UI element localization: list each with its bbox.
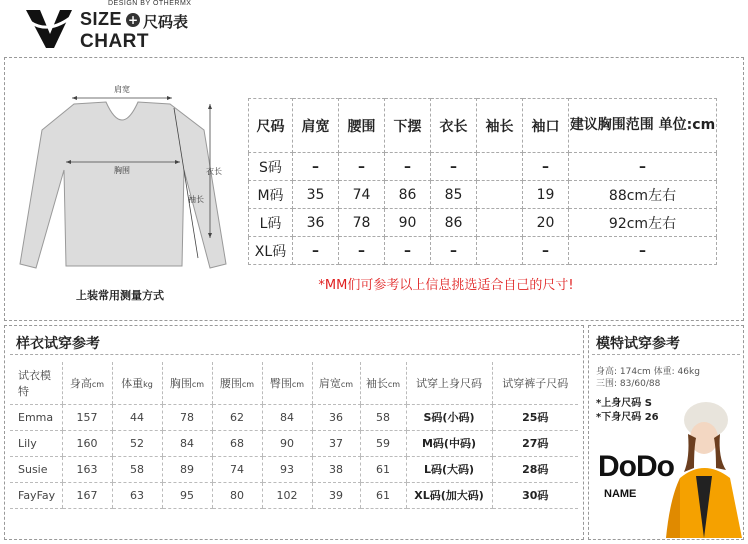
size-cell: 88cm左右 (569, 181, 717, 209)
sample-cell: 58 (112, 456, 162, 482)
sample-cell: Emma (10, 404, 62, 430)
size-cell: XL码 (249, 237, 293, 265)
size-chart-cn-title: 尺码表 (143, 13, 189, 31)
sample-cell: Lily (10, 430, 62, 456)
table-row (10, 430, 578, 456)
sample-cell: 36 (312, 404, 360, 430)
size-cell: 90 (385, 209, 431, 237)
size-cell: 86 (385, 181, 431, 209)
sample-cell: 58 (360, 404, 406, 430)
size-cell: – (293, 153, 339, 181)
sample-cell: 89 (162, 456, 212, 482)
sample-header-cell: 身高cm (62, 362, 112, 404)
sample-cell: 93 (262, 456, 312, 482)
sample-header-cell: 试穿裤子尺码 (492, 362, 578, 404)
sample-cell: 52 (112, 430, 162, 456)
sample-cell: 61 (360, 456, 406, 482)
sample-cell: 38 (312, 456, 360, 482)
size-cell (477, 237, 523, 265)
sample-header-cell: 胸围cm (162, 362, 212, 404)
sample-table-header-row (10, 362, 578, 404)
size-cell: – (385, 237, 431, 265)
sample-cell: 84 (262, 404, 312, 430)
diagram-caption: 上装常用测量方式 (76, 289, 164, 302)
sample-cell: 68 (212, 430, 262, 456)
sample-cell: 25码 (492, 404, 578, 430)
size-cell (477, 181, 523, 209)
size-cell: L码 (249, 209, 293, 237)
size-header-cell: 袖口 (523, 99, 569, 153)
sample-cell: 63 (112, 482, 162, 508)
size-cell: – (523, 153, 569, 181)
size-word: SIZE (80, 9, 123, 29)
sleeve-label: 袖长 (188, 195, 204, 204)
sample-header-cell: 袖长cm (360, 362, 406, 404)
size-header-cell: 肩宽 (293, 99, 339, 153)
sample-cell: 74 (212, 456, 262, 482)
sample-cell: 28码 (492, 456, 578, 482)
size-cell: – (339, 153, 385, 181)
size-cell: 78 (339, 209, 385, 237)
sample-cell: S码(小码) (406, 404, 492, 430)
size-cell: 19 (523, 181, 569, 209)
sample-cell: 167 (62, 482, 112, 508)
size-cell: S码 (249, 153, 293, 181)
table-row (249, 209, 717, 237)
size-cell: – (569, 153, 717, 181)
chart-word: CHART (80, 31, 149, 52)
sample-cell: 39 (312, 482, 360, 508)
size-header-cell: 建议胸围范围 单位:cm (569, 99, 717, 153)
table-row (10, 456, 578, 482)
size-cell: – (293, 237, 339, 265)
size-cell: – (339, 237, 385, 265)
size-header-cell: 腰围 (339, 99, 385, 153)
divider (10, 354, 580, 355)
model-three-sizes: 三围: 83/60/88 (596, 379, 661, 389)
sample-cell: 95 (162, 482, 212, 508)
sample-cell: 78 (162, 404, 212, 430)
sample-header-cell: 试衣模特 (10, 362, 62, 404)
size-table-header-row (249, 99, 717, 153)
size-table (248, 98, 717, 265)
sample-cell: 84 (162, 430, 212, 456)
sample-section-title: 样衣试穿参考 (16, 336, 100, 352)
size-advice-note: *MM们可参考以上信息挑选适合自己的尺寸! (318, 278, 574, 293)
size-cell: – (523, 237, 569, 265)
size-cell: 36 (293, 209, 339, 237)
sample-cell: XL码(加大码) (406, 482, 492, 508)
size-cell: – (431, 153, 477, 181)
sample-fitting-table (10, 362, 578, 509)
size-cell: 74 (339, 181, 385, 209)
sample-cell: 163 (62, 456, 112, 482)
garment-diagram (14, 78, 232, 278)
sample-cell: 62 (212, 404, 262, 430)
model-bottom-size: *下身尺码 26 (596, 412, 659, 423)
size-header-cell: 下摆 (385, 99, 431, 153)
table-row (249, 181, 717, 209)
page-header (0, 0, 748, 56)
model-top-size: *上身尺码 S (596, 398, 652, 409)
sample-cell: M码(中码) (406, 430, 492, 456)
sample-header-cell: 体重kg (112, 362, 162, 404)
model-height-weight: 身高: 174cm 体重: 46kg (596, 367, 700, 377)
sample-header-cell: 肩宽cm (312, 362, 360, 404)
sample-cell: 157 (62, 404, 112, 430)
size-cell: 86 (431, 209, 477, 237)
sample-cell: 61 (360, 482, 406, 508)
sample-cell: FayFay (10, 482, 62, 508)
table-row (10, 404, 578, 430)
sample-cell: 160 (62, 430, 112, 456)
sample-cell: L码(大码) (406, 456, 492, 482)
sample-cell: Susie (10, 456, 62, 482)
size-cell: – (431, 237, 477, 265)
size-cell: M码 (249, 181, 293, 209)
size-cell: 92cm左右 (569, 209, 717, 237)
sample-header-cell: 试穿上身尺码 (406, 362, 492, 404)
brand-logo-icon (20, 4, 78, 52)
design-by-text: DESIGN BY OTHERMX (108, 0, 192, 7)
bust-label: 胸围 (114, 166, 130, 175)
sample-cell: 27码 (492, 430, 578, 456)
model-name-label: NAME (604, 488, 637, 500)
divider (592, 354, 740, 355)
sample-cell: 102 (262, 482, 312, 508)
sample-cell: 30码 (492, 482, 578, 508)
sample-cell: 59 (360, 430, 406, 456)
shirt-outline (20, 102, 226, 268)
sample-header-cell: 腰围cm (212, 362, 262, 404)
size-header-cell: 尺码 (249, 99, 293, 153)
plus-icon: + (127, 13, 139, 27)
length-label: 衣长 (206, 167, 222, 176)
sample-cell: 37 (312, 430, 360, 456)
size-cell: 85 (431, 181, 477, 209)
size-cell: 35 (293, 181, 339, 209)
model-name-logo: DoDo (598, 450, 674, 483)
size-cell: 20 (523, 209, 569, 237)
sample-cell: 90 (262, 430, 312, 456)
size-cell (477, 153, 523, 181)
size-cell (477, 209, 523, 237)
model-section-title: 模特试穿参考 (596, 336, 680, 352)
size-cell: – (385, 153, 431, 181)
table-row (249, 237, 717, 265)
sample-cell: 44 (112, 404, 162, 430)
size-header-cell: 衣长 (431, 99, 477, 153)
table-row (249, 153, 717, 181)
shoulder-label: 肩宽 (114, 85, 130, 94)
model-measurements (596, 366, 726, 390)
size-cell: – (569, 237, 717, 265)
size-header-cell: 袖长 (477, 99, 523, 153)
sample-cell: 80 (212, 482, 262, 508)
table-row (10, 482, 578, 508)
sample-header-cell: 臀围cm (262, 362, 312, 404)
